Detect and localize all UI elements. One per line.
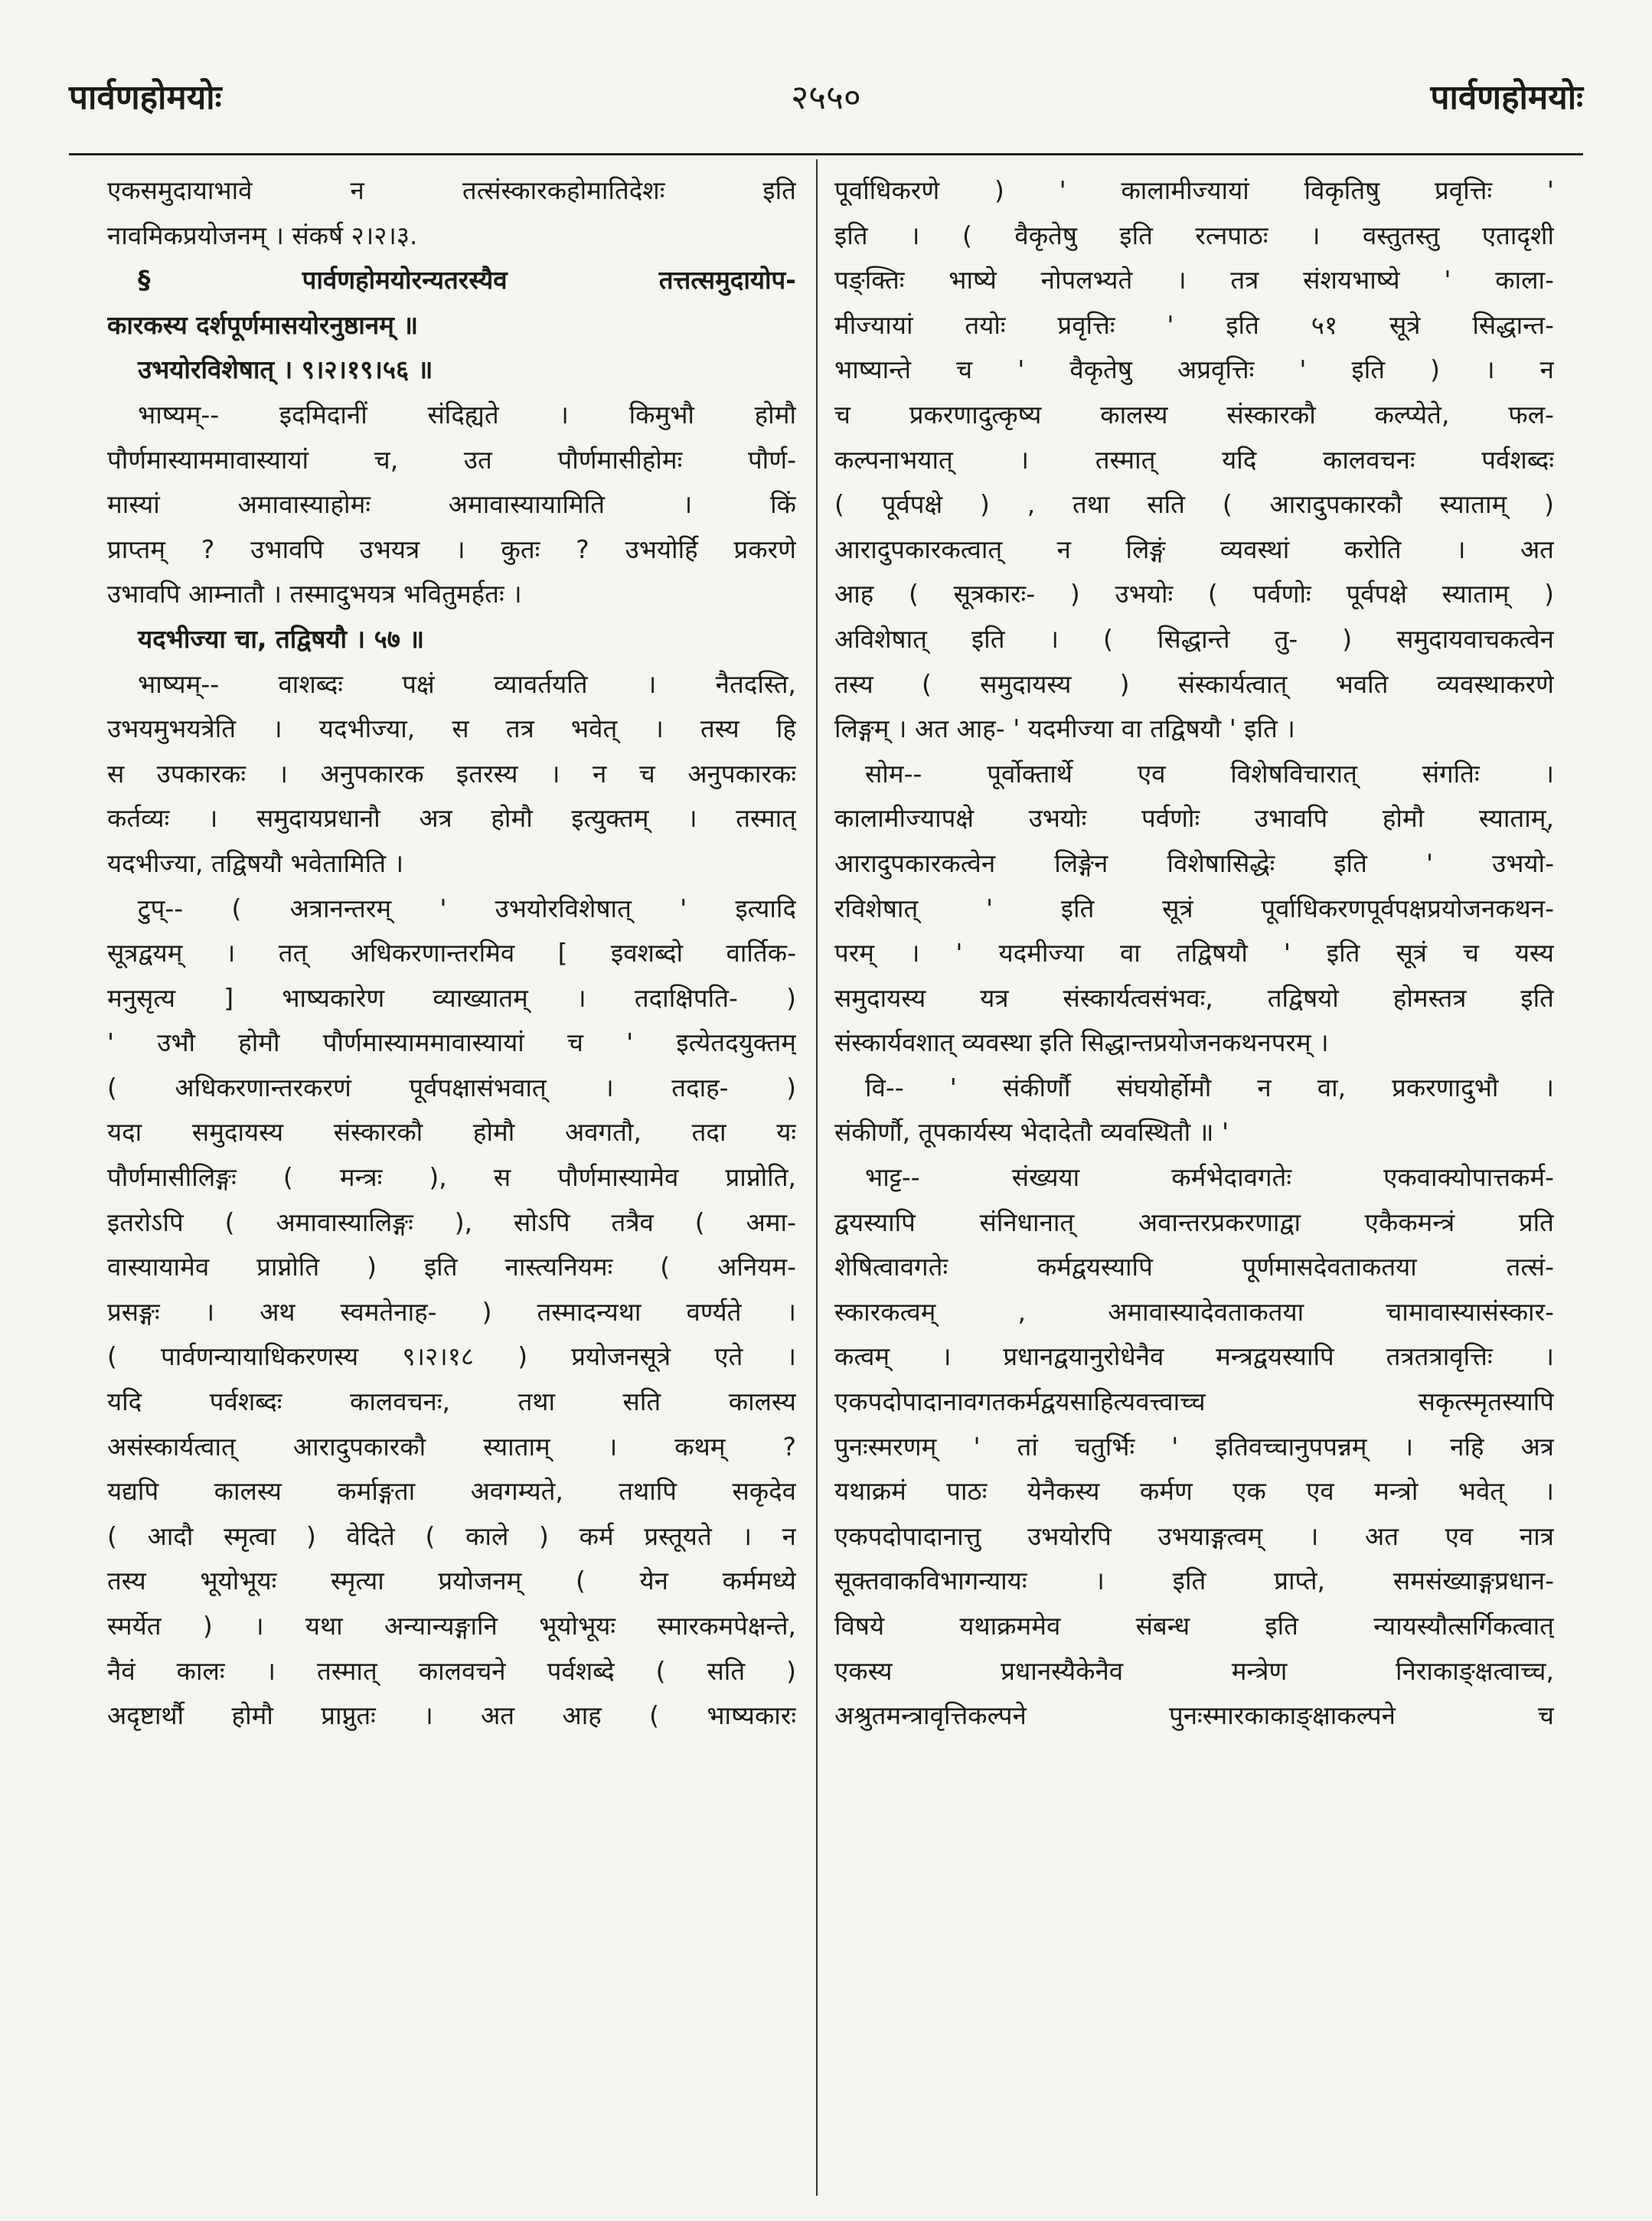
text-line: असंस्कार्यत्वात् आरादुपकारकौ स्याताम् । कथम् ? <box>107 1431 796 1462</box>
text-line: कर्तव्यः । समुदायप्रधानौ अत्र होमौ इत्युक्तम् । तस्मात् <box>107 803 796 834</box>
text-line: प्राप्तम् ? उभावपि उभयत्र । कुतः ? उभयोर्हि प्रकरणे <box>107 534 796 564</box>
text-line: आरादुपकारकत्वात् न लिङ्गं व्यवस्थां करोति । अत <box>834 534 1554 564</box>
text-line: एकपदोपादानावगतकर्मद्वयसाहित्यवत्त्वाच्च सकृत्स्मृतस्यापि <box>834 1386 1554 1417</box>
text-line: यद्यपि कालस्य कर्माङ्गता अवगम्यते, तथापि सकृदेव <box>107 1476 796 1507</box>
text-line: पौर्णमास्याममावास्यायां च, उत पौर्णमासीहोमः पौर्ण- <box>107 444 796 475</box>
text-line: उभावपि आम्नातौ । तस्मादुभयत्र भवितुमर्हतः । <box>107 579 522 609</box>
text-line: ( पूर्वपक्षे ) , तथा सति ( आरादुपकारकौ स्याताम् ) <box>834 489 1554 520</box>
text-line: कालामीज्यापक्षे उभयोः पर्वणोः उभावपि होमौ स्याताम्, <box>834 803 1554 834</box>
text-line: स उपकारकः । अनुपकारक इतरस्य । न च अनुपकारकः <box>107 758 796 789</box>
text-line: नावमिकप्रयोजनम् । संकर्ष २।२।३. <box>107 220 418 250</box>
section-heading: कारकस्य दर्शपूर्णमासयोरनुष्ठानम् ॥ <box>107 309 419 340</box>
text-line: एकपदोपादानात्तु उभयोरपि उभयाङ्गत्वम् । अत एव नात्र <box>834 1520 1554 1551</box>
right-column <box>834 168 1554 2197</box>
text-line: रविशेषात् ' इति सूत्रं पूर्वाधिकरणपूर्वपक्षप्रयोजनकथन- <box>834 893 1554 923</box>
text-line: पौर्णमासीलिङ्गः ( मन्त्रः ), स पौर्णमास्यामेव प्राप्नोति, <box>107 1162 796 1193</box>
left-column <box>107 168 796 2197</box>
text-line: मीज्यायां तयोः प्रवृत्तिः ' इति ५१ सूत्रे सिद्धान्त- <box>834 309 1554 340</box>
text-line: लिङ्गम् । अत आह- ' यदमीज्या वा तद्विषयौ ' इति । <box>834 714 1295 744</box>
header-left-title: पार्वणहोमयोः <box>69 78 222 117</box>
text-line: अदृष्टार्थौ होमौ प्राप्नुतः । अत आह ( भाष्यकारः <box>107 1700 796 1731</box>
text-line: स्कारकत्वम् , अमावास्यादेवताकतया चामावास्यासंस्कार- <box>834 1296 1554 1327</box>
text-line: विषये यथाक्रममेव संबन्ध इति न्यायस्यौत्सर्गिकत्वात् <box>834 1611 1554 1641</box>
text-line: उभयमुभयत्रेति । यदभीज्या, स तत्र भवेत् । तस्य हि <box>107 714 796 744</box>
text-line: टुप्-- ( अत्रानन्तरम् ' उभयोरविशेषात् ' इत्यादि <box>138 893 796 923</box>
text-line: तस्य ( समुदायस्य ) संस्कार्यत्वात् भवति व्यवस्थाकरणे <box>834 668 1554 699</box>
sutra-line: उभयोरविशेषात् । ९।२।१९।५६ ॥ <box>138 354 433 385</box>
column-divider <box>816 159 818 2196</box>
text-line: वास्यायामेव प्राप्नोति ) इति नास्त्यनियमः ( अनियम- <box>107 1252 796 1282</box>
text-line: परम् । ' यदमीज्या वा तद्विषयौ ' इति सूत्रं च यस्य <box>834 938 1554 968</box>
text-line: भाष्यान्ते च ' वैकृतेषु अप्रवृत्तिः ' इति ) । न <box>834 354 1554 385</box>
text-line: शेषित्वावगतेः कर्मद्वयस्यापि पूर्णमासदेवताकतया तत्सं- <box>834 1252 1554 1282</box>
text-line: यदभीज्या, तद्विषयौ भवेतामिति । <box>107 848 404 878</box>
text-line: द्वयस्यापि संनिधानात् अवान्तरप्रकरणाद्वा एकैकमन्त्रं प्रति <box>834 1207 1554 1237</box>
sutra-line: यदभीज्या चा, तद्विषयौ । ५७ ॥ <box>138 623 425 654</box>
text-line: कल्पनाभयात् । तस्मात् यदि कालवचनः पर्वशब्दः <box>834 444 1554 475</box>
text-line: यदि पर्वशब्दः कालवचनः, तथा सति कालस्य <box>107 1386 796 1417</box>
text-line: एकस्य प्रधानस्यैकेनैव मन्त्रेण निराकाङ्क्षत्वाच्च, <box>834 1655 1554 1686</box>
text-line: संकीर्णौ, तूपकार्यस्य भेदादेतौ व्यवस्थितौ ॥ ' <box>834 1117 1229 1148</box>
text-line: समुदायस्य यत्र संस्कार्यत्वसंभवः, तद्विषयो होमस्तत्र इति <box>834 982 1554 1013</box>
text-line: आरादुपकारकत्वेन लिङ्गेन विशेषासिद्धेः इति ' उभयो- <box>834 848 1554 878</box>
text-line: ' उभौ होमौ पौर्णमास्याममावास्यायां च ' इत्येतदयुक्तम् <box>107 1027 796 1058</box>
text-line: ( आदौ स्मृत्वा ) वेदिते ( काले ) कर्म प्रस्तूयते । न <box>107 1520 796 1551</box>
text-line: अविशेषात् इति । ( सिद्धान्ते तु- ) समुदायवाचकत्वेन <box>834 623 1554 654</box>
text-line: तस्य भूयोभूयः स्मृत्या प्रयोजनम् ( येन कर्ममध्ये <box>107 1566 796 1596</box>
text-line: च प्रकरणादुत्कृष्य कालस्य संस्कारकौ कल्प्येते, फल- <box>834 399 1554 430</box>
text-line: अश्रुतमन्त्रावृत्तिकल्पने पुनःस्मारकाकाङ्क्षाकल्पने च <box>834 1700 1554 1731</box>
text-line: सोम-- पूर्वोक्तार्थे एव विशेषविचारात् संगतिः । <box>865 758 1554 789</box>
text-line: आह ( सूत्रकारः- ) उभयोः ( पर्वणोः पूर्वपक्षे स्याताम् ) <box>834 579 1554 609</box>
text-line: भाष्यम्-- इदमिदानीं संदिह्यते । किमुभौ होमौ <box>138 399 796 430</box>
text-line: ( पार्वणन्यायाधिकरणस्य ९।२।१८ ) प्रयोजनसूत्रे एते । <box>107 1341 796 1372</box>
header-rule <box>69 153 1583 155</box>
text-line: यदा समुदायस्य संस्कारकौ होमौ अवगतौ, तदा यः <box>107 1117 796 1148</box>
text-line: इति । ( वैकृतेषु इति रत्नपाठः । वस्तुतस्तु एतादृशी <box>834 220 1554 250</box>
text-line: भाष्यम्-- वाशब्दः पक्षं व्यावर्तयति । नैतदस्ति, <box>138 668 796 699</box>
text-line: नैवं कालः । तस्मात् कालवचने पर्वशब्दे ( सति ) <box>107 1655 796 1686</box>
text-line: भाट्ट-- संख्यया कर्मभेदावगतेः एकवाक्योपात्तकर्म- <box>865 1162 1554 1193</box>
text-line: पङ्क्तिः भाष्ये नोपलभ्यते । तत्र संशयभाष्ये ' काला- <box>834 265 1554 296</box>
text-line: स्मर्येत ) । यथा अन्यान्यङ्गानि भूयोभूयः स्मारकमपेक्षन्ते, <box>107 1611 796 1641</box>
page-number: २५५० <box>791 78 861 117</box>
text-line: पूर्वाधिकरणे ) ' कालामीज्यायां विकृतिषु प्रवृत्तिः ' <box>834 175 1554 205</box>
text-line: सूक्तवाकविभागन्यायः । इति प्राप्ते, समसंख्याङ्गप्रधान- <box>834 1566 1554 1596</box>
text-line: ( अधिकरणान्तरकरणं पूर्वपक्षासंभवात् । तदाह- ) <box>107 1072 796 1102</box>
text-line: प्रसङ्गः । अथ स्वमतेनाह- ) तस्मादन्यथा वर्ण्यते । <box>107 1296 796 1327</box>
text-line: संस्कार्यवशात् व्यवस्था इति सिद्धान्तप्रयोजनकथनपरम् । <box>834 1027 1329 1058</box>
text-line: मनुसृत्य ] भाष्यकारेण व्याख्यातम् । तदाक्षिपति- ) <box>107 982 796 1013</box>
section-heading: § पार्वणहोमयोरन्यतरस्यैव तत्तत्समुदायोप- <box>138 265 796 296</box>
page-header <box>69 73 1583 134</box>
text-line: यथाक्रमं पाठः येनैकस्य कर्मण एक एव मन्त्रो भवेत् । <box>834 1476 1554 1507</box>
text-line: मास्यां अमावास्याहोमः अमावास्यायामिति । किं <box>107 489 796 520</box>
text-line: इतरोऽपि ( अमावास्यालिङ्गः ), सोऽपि तत्रैव ( अमा- <box>107 1207 796 1237</box>
text-line: एकसमुदायाभावे न तत्संस्कारकहोमातिदेशः इति <box>107 175 796 205</box>
text-line: वि-- ' संकीर्णौ संघयोर्होमौ न वा, प्रकरणादुभौ । <box>865 1072 1554 1102</box>
text-line: सूत्रद्वयम् । तत् अधिकरणान्तरमिव [ इवशब्दो वार्तिक- <box>107 938 796 968</box>
text-line: पुनःस्मरणम् ' तां चतुर्भिः ' इतिवच्चानुपपन्नम् । नहि अत्र <box>834 1431 1554 1462</box>
header-right-title: पार्वणहोमयोः <box>1430 78 1583 117</box>
text-line: कत्वम् । प्रधानद्वयानुरोधेनैव मन्त्रद्वयस्यापि तत्रतत्रावृत्तिः । <box>834 1341 1554 1372</box>
